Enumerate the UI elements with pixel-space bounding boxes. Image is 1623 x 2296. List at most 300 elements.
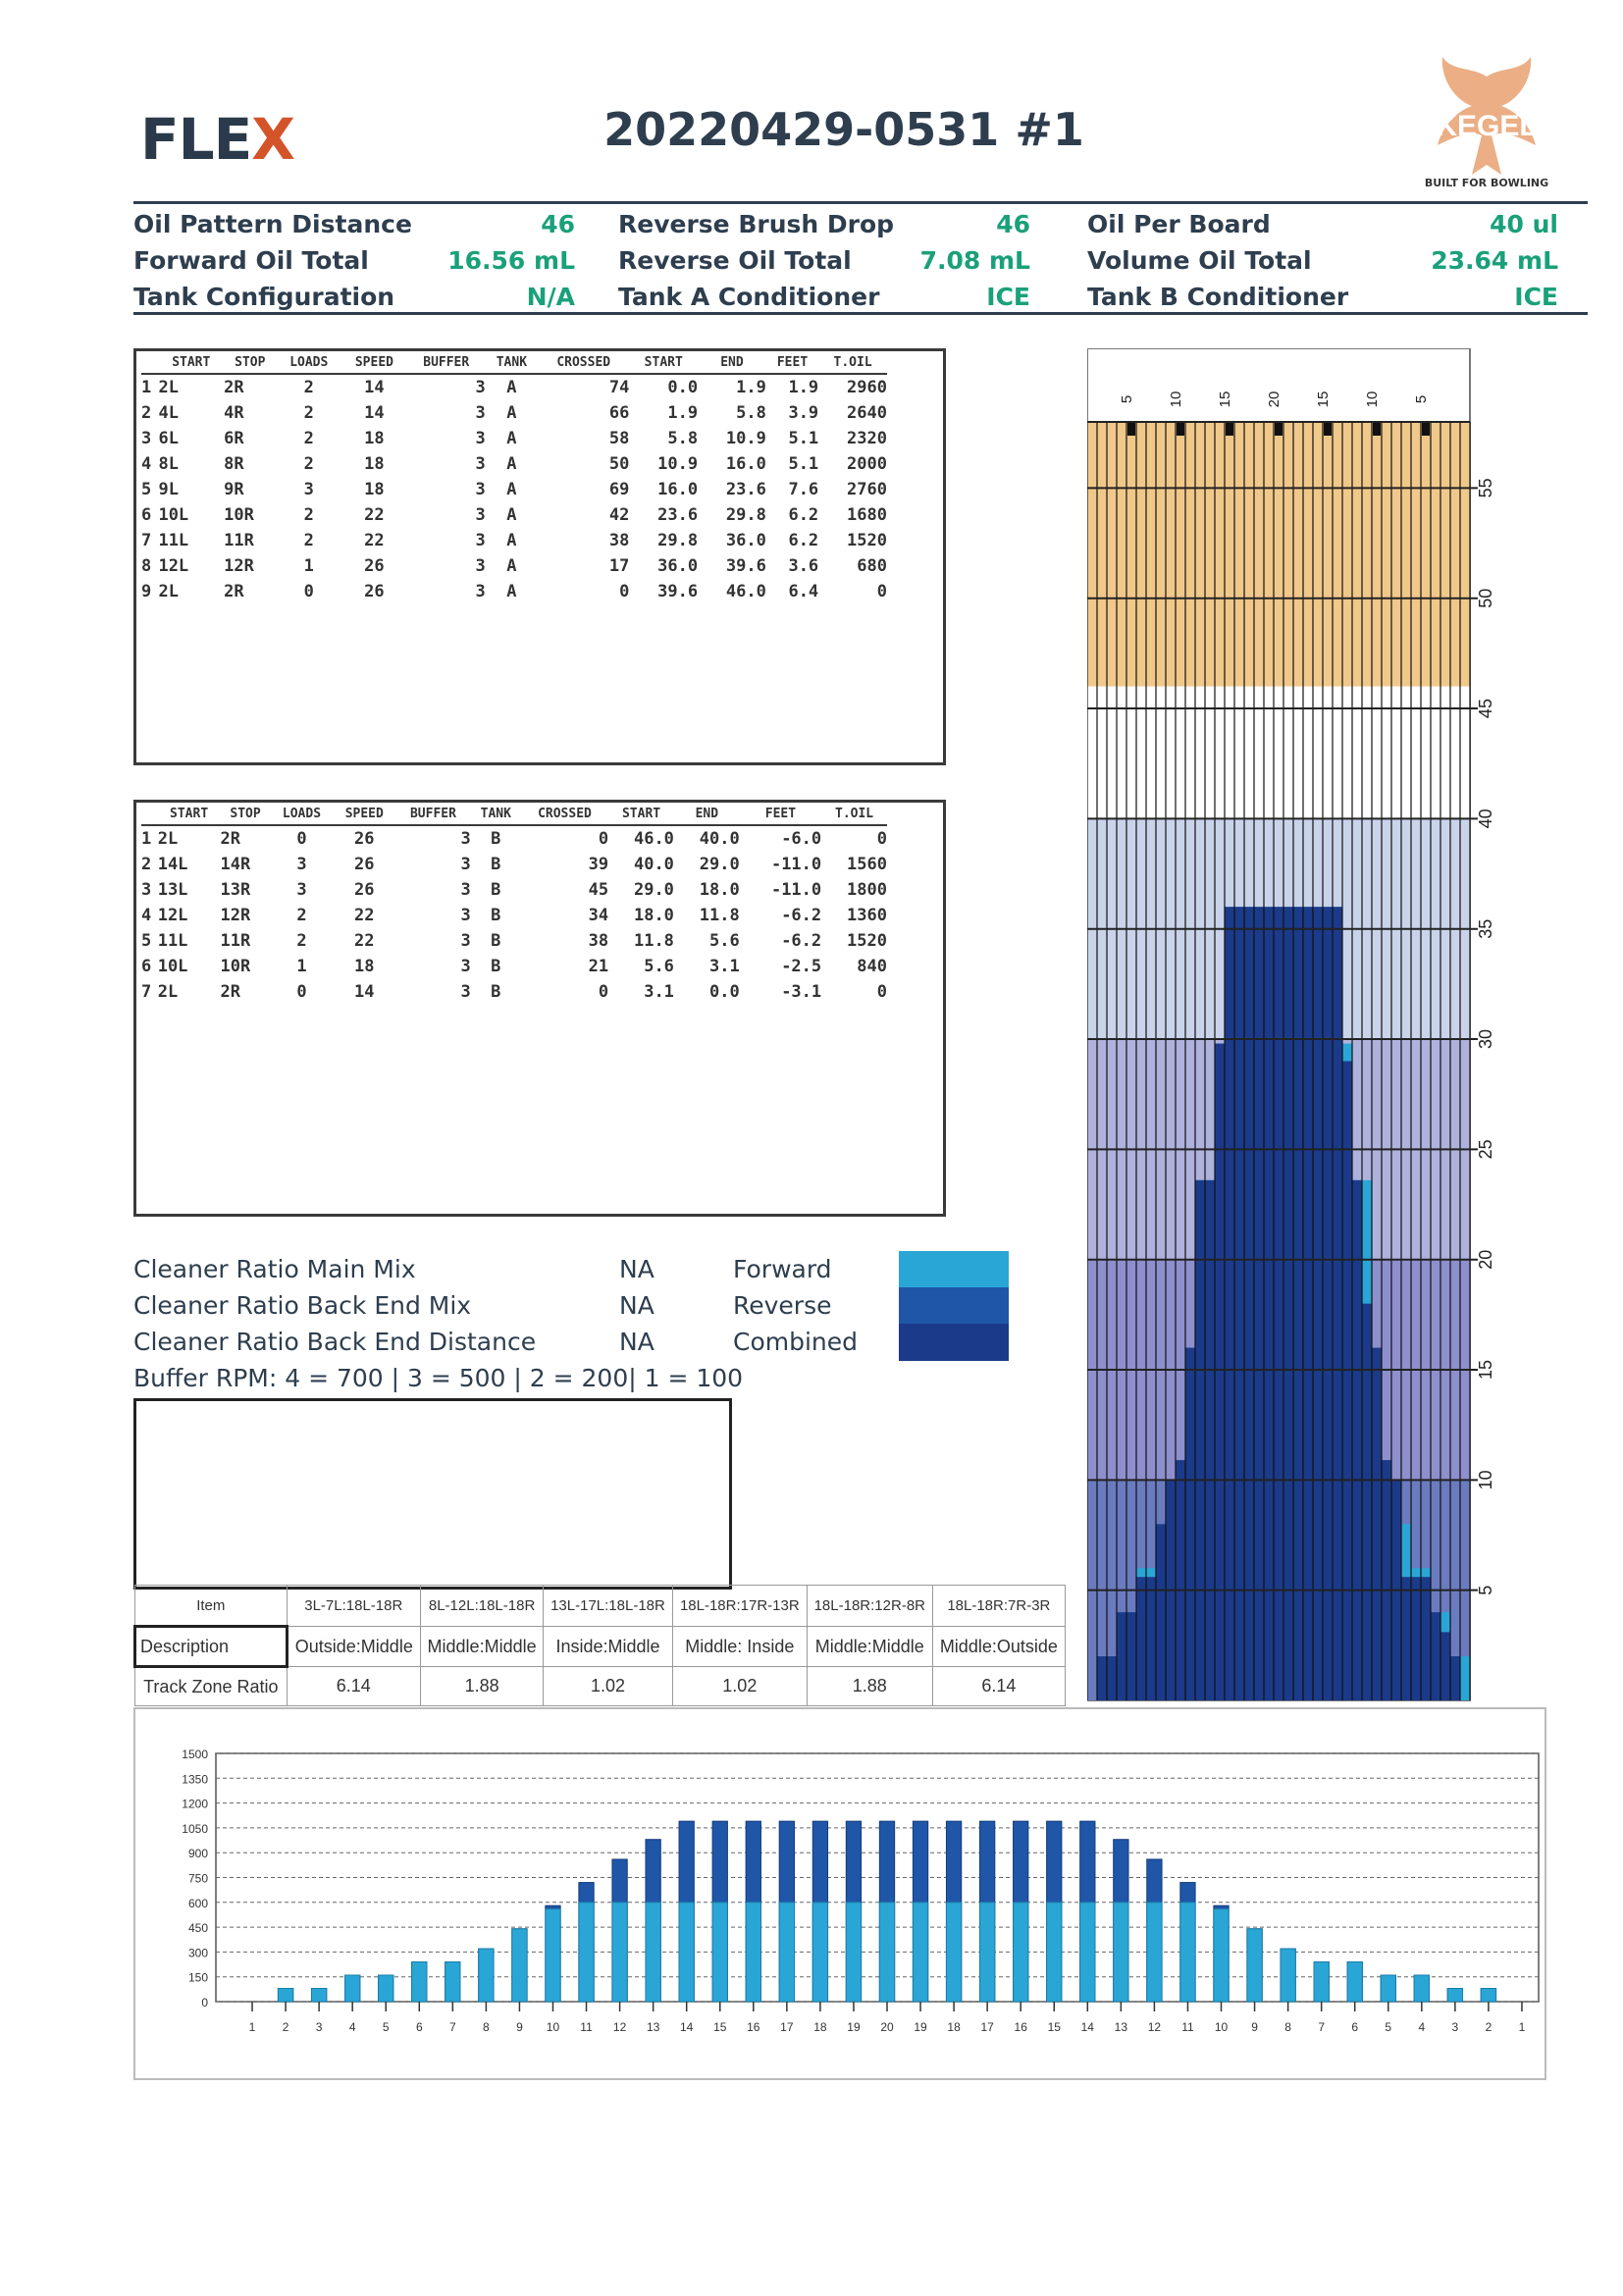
program-cell: 9 <box>141 582 152 601</box>
program-col-header: STOP <box>224 351 276 374</box>
kegel-logo <box>1413 57 1560 194</box>
track-zone-cell: 6.14 <box>932 1667 1065 1706</box>
summary-row <box>618 279 1030 315</box>
program-cell: 1 <box>141 829 152 849</box>
program-cell: 3 <box>141 429 152 448</box>
lane-board-label: 15 <box>1315 391 1332 408</box>
program-cell: A <box>506 454 517 474</box>
notes-box <box>133 1398 732 1590</box>
lane-target-arrow <box>1177 422 1184 436</box>
bar-x-tick-label: 7 <box>1318 2020 1326 2034</box>
kegel-brand: KEGEL <box>1436 110 1538 142</box>
program-cell: 34 <box>588 906 609 925</box>
track-zone-cell: 1.88 <box>807 1667 932 1706</box>
lane-combined-oil <box>1244 907 1254 1700</box>
program-cell: 2L <box>158 582 179 601</box>
reverse-program-table <box>141 803 887 1005</box>
bar-x-tick-label: 19 <box>847 2020 861 2034</box>
program-cell: 3 <box>460 982 471 1002</box>
program-col-header: START <box>608 803 674 825</box>
program-cell: 0 <box>876 582 887 601</box>
program-cell: 0 <box>296 829 307 849</box>
program-cell: 2L <box>157 829 179 849</box>
bar-forward <box>1180 1903 1195 2002</box>
program-cell: A <box>506 378 517 397</box>
program-cell: 22 <box>364 531 385 550</box>
bar-y-tick-label: 1200 <box>182 1797 208 1811</box>
program-cell: 12R <box>220 906 251 925</box>
lane-combined-oil <box>1107 1656 1117 1700</box>
summary-row <box>618 206 1030 242</box>
program-cell: 38 <box>588 931 609 951</box>
lane-combined-oil <box>1274 907 1283 1700</box>
lane-combined-oil <box>1450 1656 1460 1700</box>
program-cell: -11.0 <box>770 855 822 874</box>
program-cell: 1800 <box>847 880 887 900</box>
bar-x-tick-label: 12 <box>1147 2020 1162 2034</box>
track-zone-cell: Middle:Middle <box>420 1627 543 1667</box>
bar-x-tick-label: 1 <box>1518 2020 1526 2034</box>
lane-combined-oil <box>1382 1460 1391 1700</box>
program-cell: 10.9 <box>725 429 766 448</box>
program-cell: 2 <box>141 403 152 423</box>
lane-distance-label: 55 <box>1476 478 1495 498</box>
summary-label: Reverse Oil Total <box>618 246 852 275</box>
program-row <box>141 928 887 954</box>
lane-distance-label: 20 <box>1476 1249 1495 1270</box>
program-col-header: START <box>629 351 698 374</box>
bar-forward <box>311 1989 326 2002</box>
program-col-header: STOP <box>221 803 271 825</box>
lane-target-arrow <box>1226 422 1233 436</box>
program-row <box>141 877 887 903</box>
program-row <box>141 374 887 400</box>
bar-forward <box>879 1903 894 2002</box>
program-row <box>141 903 887 928</box>
program-cell: 6 <box>141 505 152 525</box>
program-col-header: BUFFER <box>395 803 471 825</box>
bar-x-tick-label: 10 <box>546 2020 560 2034</box>
lane-target-arrow <box>1373 422 1381 436</box>
bar-x-tick-label: 6 <box>1351 2020 1359 2034</box>
program-cell: 3 <box>475 505 486 525</box>
program-cell: 2760 <box>847 480 887 499</box>
program-cell: -2.5 <box>781 957 822 976</box>
program-cell: 3 <box>460 906 471 925</box>
program-cell: 11R <box>224 531 254 550</box>
program-cell: 6.4 <box>788 582 819 601</box>
program-cell: A <box>506 403 517 423</box>
legend-swatch-combined <box>899 1324 1009 1361</box>
program-cell: 23.6 <box>725 480 766 499</box>
bar-forward <box>779 1903 794 2002</box>
program-cell: 3.1 <box>644 982 674 1002</box>
lane-distance-label: 30 <box>1476 1029 1495 1050</box>
program-cell: 1680 <box>847 505 887 525</box>
program-cell: B <box>491 829 501 849</box>
program-cell: 12R <box>224 556 254 576</box>
program-cell: 50 <box>608 454 630 474</box>
bar-x-tick-label: 4 <box>348 2020 356 2034</box>
lane-board-label: 10 <box>1168 391 1184 408</box>
program-cell: 18 <box>354 957 375 976</box>
bar-forward <box>1347 1962 1362 2002</box>
program-row <box>141 477 887 502</box>
bar-forward <box>379 1975 393 2002</box>
program-cell: 8 <box>141 556 152 576</box>
cleaner-value: NA <box>619 1255 654 1283</box>
program-cell: 4R <box>224 403 244 423</box>
bar-x-tick-label: 4 <box>1418 2020 1426 2034</box>
program-cell: 11R <box>220 931 251 951</box>
summary-row <box>133 206 575 242</box>
board-oil-bar-chart <box>133 1707 1546 2080</box>
bar-x-tick-label: 1 <box>248 2020 256 2034</box>
lane-combined-oil <box>1195 1180 1205 1700</box>
program-cell: 2L <box>157 982 179 1002</box>
program-cell: 10L <box>157 957 188 976</box>
program-row <box>141 400 887 426</box>
bar-x-tick-label: 5 <box>1385 2020 1392 2034</box>
program-cell: 11.8 <box>633 931 674 951</box>
program-cell: 3 <box>460 829 471 849</box>
program-cell: 18 <box>364 480 385 499</box>
program-cell: 0 <box>303 582 314 601</box>
bar-forward <box>812 1903 827 2002</box>
program-row <box>141 979 887 1005</box>
bar-x-tick-label: 9 <box>1251 2020 1258 2034</box>
program-cell: 14R <box>220 855 251 874</box>
program-cell: 2R <box>220 982 240 1002</box>
program-cell: 6 <box>141 957 152 976</box>
lane-combined-oil <box>1293 907 1303 1700</box>
program-cell: 29.8 <box>725 505 766 525</box>
bar-forward <box>1080 1903 1095 2002</box>
lane-combined-oil <box>1146 1577 1156 1700</box>
program-col-header: FEET <box>766 351 818 374</box>
bar-forward <box>1447 1989 1462 2002</box>
lane-combined-oil <box>1323 907 1333 1700</box>
program-col-header: START <box>158 803 221 825</box>
bar-x-tick-label: 18 <box>947 2020 961 2034</box>
kegel-tagline: BUILT FOR BOWLING <box>1424 177 1549 189</box>
track-zone-cell: 6.14 <box>287 1667 420 1706</box>
program-cell: 3.9 <box>788 403 819 423</box>
legend-swatch-reverse <box>899 1287 1009 1324</box>
bar-x-tick-label: 14 <box>680 2020 694 2034</box>
summary-rule <box>133 312 1588 315</box>
program-cell: 1 <box>296 957 307 976</box>
program-cell: 2 <box>303 429 314 448</box>
summary-label: Oil Pattern Distance <box>133 210 412 238</box>
program-cell: 38 <box>608 531 630 550</box>
lane-band-dry <box>1087 422 1470 687</box>
lane-distance-label: 45 <box>1476 699 1495 719</box>
program-cell: A <box>506 429 517 448</box>
track-zone-section <box>133 1585 1066 1706</box>
program-cell: 3 <box>475 531 486 550</box>
lane-distance-label: 40 <box>1476 809 1495 829</box>
program-row <box>141 502 887 528</box>
program-cell: 2 <box>296 931 307 951</box>
program-cell: 69 <box>608 480 630 499</box>
track-zone-cell: Description <box>135 1627 288 1667</box>
bar-y-tick-label: 0 <box>201 1996 208 2009</box>
bar-forward <box>612 1903 627 2002</box>
summary-label: Tank A Conditioner <box>618 283 880 311</box>
program-cell: 1 <box>303 556 314 576</box>
bar-y-tick-label: 1050 <box>182 1821 208 1836</box>
program-cell: 0 <box>598 829 609 849</box>
program-cell: 39 <box>588 855 609 874</box>
summary-label: Reverse Brush Drop <box>618 210 895 238</box>
program-cell: 13L <box>157 880 188 900</box>
bar-x-tick-label: 8 <box>483 2020 490 2034</box>
bar-x-tick-label: 17 <box>780 2020 794 2034</box>
summary-row <box>618 242 1030 279</box>
track-zone-cell: 13L-17L:18L-18R <box>544 1586 673 1627</box>
program-cell: 10.9 <box>657 454 699 474</box>
bar-y-tick-label: 750 <box>187 1871 208 1886</box>
program-col-header: T.OIL <box>821 803 887 825</box>
program-cell: 26 <box>364 582 385 601</box>
bar-x-tick-label: 15 <box>1047 2020 1061 2034</box>
lane-distance-label: 25 <box>1476 1139 1495 1160</box>
program-col-header: LOADS <box>276 351 341 374</box>
track-zone-cell: Track Zone Ratio <box>135 1667 288 1706</box>
summary-row <box>1087 242 1558 279</box>
program-cell: 2 <box>296 906 307 925</box>
bar-x-tick-label: 10 <box>1214 2020 1229 2034</box>
legend-swatches <box>899 1251 1009 1361</box>
bar-x-tick-label: 6 <box>415 2020 423 2034</box>
bar-x-tick-label: 2 <box>282 2020 289 2034</box>
program-cell: 6L <box>158 429 179 448</box>
program-cell: 3 <box>296 855 307 874</box>
program-cell: 66 <box>608 403 630 423</box>
program-cell: 39.6 <box>725 556 766 576</box>
document-title: 20220429-0531 #1 <box>603 103 1084 156</box>
program-cell: A <box>506 531 517 550</box>
program-cell: 0 <box>876 829 887 849</box>
track-zone-cell: Middle: Inside <box>672 1627 807 1667</box>
program-cell: 1520 <box>847 931 887 951</box>
program-row <box>141 528 887 553</box>
bar-x-tick-label: 14 <box>1080 2020 1094 2034</box>
lane-band-white <box>1087 687 1470 819</box>
lane-combined-oil <box>1215 1044 1225 1700</box>
program-cell: 36.0 <box>725 531 766 550</box>
lane-combined-oil <box>1303 907 1313 1700</box>
buffer-rpm: Buffer RPM: 4 = 700 | 3 = 500 | 2 = 200| 1 = 100 <box>133 1364 744 1392</box>
lane-combined-oil <box>1440 1632 1450 1700</box>
track-zone-cell: 1.02 <box>672 1667 807 1706</box>
bar-forward <box>1114 1903 1128 2002</box>
lane-combined-oil <box>1421 1577 1431 1700</box>
program-cell: 4L <box>158 403 179 423</box>
bar-x-tick-label: 2 <box>1485 2020 1492 2034</box>
lane-combined-oil <box>1176 1460 1185 1700</box>
program-cell: 3 <box>141 880 152 900</box>
program-cell: 14L <box>157 855 188 874</box>
program-col-header: LOADS <box>271 803 334 825</box>
program-cell: 5.1 <box>788 429 819 448</box>
program-cell: 1.9 <box>736 378 766 397</box>
track-zone-cell: Middle:Outside <box>932 1627 1065 1667</box>
bar-forward <box>913 1903 927 2002</box>
program-cell: 22 <box>364 505 385 525</box>
program-row <box>141 954 887 979</box>
program-col-header <box>141 803 158 825</box>
program-col-header: TANK <box>471 803 521 825</box>
bar-x-tick-label: 5 <box>382 2020 390 2034</box>
legend-label-forward: Forward <box>733 1255 832 1283</box>
lane-combined-oil <box>1401 1577 1411 1700</box>
program-cell: 1 <box>141 378 152 397</box>
program-cell: A <box>506 582 517 601</box>
bar-forward <box>1281 1949 1295 2002</box>
bar-x-tick-label: 3 <box>1451 2020 1459 2034</box>
program-cell: 5 <box>141 931 152 951</box>
bar-forward <box>412 1962 427 2002</box>
program-cell: 39.6 <box>657 582 699 601</box>
bar-y-tick-label: 150 <box>187 1970 208 1985</box>
bar-x-tick-label: 16 <box>1014 2020 1027 2034</box>
program-cell: 22 <box>354 931 375 951</box>
program-cell: 4 <box>141 454 152 474</box>
program-cell: A <box>506 505 517 525</box>
summary-value: 23.64 mL <box>1431 246 1558 275</box>
program-col-header: SPEED <box>341 351 407 374</box>
program-cell: 46.0 <box>633 829 674 849</box>
program-cell: 3 <box>475 480 486 499</box>
lane-oil-graph <box>1087 348 1529 1702</box>
reverse-program-header <box>141 803 887 825</box>
lane-board-label: 10 <box>1364 391 1381 408</box>
lane-distance-label: 50 <box>1476 588 1495 608</box>
lane-distance-label: 10 <box>1476 1470 1495 1490</box>
lane-combined-oil <box>1097 1656 1107 1700</box>
lane-combined-oil <box>1136 1577 1146 1700</box>
program-cell: 3 <box>303 480 314 499</box>
program-cell: 3 <box>296 880 307 900</box>
flex-logo <box>140 106 337 173</box>
track-zone-cell: 18L-18R:12R-8R <box>807 1586 932 1627</box>
bar-forward <box>445 1962 460 2002</box>
program-cell: 5.6 <box>644 957 674 976</box>
summary-row <box>1087 279 1558 315</box>
program-row <box>141 579 887 604</box>
summary-value: ICE <box>986 283 1030 311</box>
cleaner-label: Cleaner Ratio Back End Mix <box>133 1291 472 1320</box>
bar-forward <box>1014 1903 1028 2002</box>
forward-program-header <box>141 351 887 374</box>
bar-forward <box>546 1909 560 2002</box>
program-cell: B <box>491 982 501 1002</box>
bar-forward <box>512 1929 527 2002</box>
program-cell: 0 <box>876 982 887 1002</box>
lane-combined-oil <box>1234 907 1244 1700</box>
program-cell: 8L <box>158 454 179 474</box>
lane-combined-oil <box>1313 907 1323 1700</box>
summary-value: 46 <box>996 210 1030 238</box>
bar-x-tick-label: 17 <box>980 2020 994 2034</box>
program-cell: 2320 <box>847 429 887 448</box>
lane-forward-oil <box>1460 1656 1470 1700</box>
lane-target-arrow <box>1275 422 1283 436</box>
program-col-header: TANK <box>486 351 538 374</box>
program-cell: 5 <box>141 480 152 499</box>
program-col-header: END <box>698 351 766 374</box>
program-cell: 2 <box>303 454 314 474</box>
lane-distance-label: 5 <box>1476 1585 1495 1595</box>
program-col-header: SPEED <box>333 803 395 825</box>
program-cell: 40.0 <box>699 829 740 849</box>
bar-forward <box>278 1989 292 2002</box>
program-cell: 10L <box>158 505 189 525</box>
lane-combined-oil <box>1411 1577 1421 1700</box>
program-cell: 1560 <box>847 855 887 874</box>
program-cell: 40.0 <box>633 855 674 874</box>
bar-forward <box>679 1903 694 2002</box>
program-cell: 9R <box>224 480 244 499</box>
program-cell: 14 <box>364 403 385 423</box>
lane-combined-oil <box>1126 1612 1136 1700</box>
program-cell: 13R <box>220 880 251 900</box>
legend-label-reverse: Reverse <box>733 1291 832 1320</box>
lane-combined-oil <box>1156 1524 1166 1700</box>
summary-row <box>133 242 575 279</box>
bar-x-tick-label: 15 <box>713 2020 727 2034</box>
logo-text: FLE <box>140 106 252 173</box>
program-cell: 29.8 <box>657 531 699 550</box>
program-cell: 2 <box>303 403 314 423</box>
track-zone-table <box>133 1585 1066 1706</box>
bar-x-tick-label: 7 <box>448 2020 456 2034</box>
forward-program-box <box>133 348 946 765</box>
summary-value: ICE <box>1514 283 1558 311</box>
program-cell: 680 <box>857 556 887 576</box>
summary-label: Oil Per Board <box>1087 210 1271 238</box>
track-zone-cell: Item <box>135 1586 288 1627</box>
program-cell: 45 <box>588 880 609 900</box>
program-cell: 11L <box>158 531 189 550</box>
bar-y-tick-label: 900 <box>187 1847 208 1861</box>
track-zone-cell: Outside:Middle <box>287 1627 420 1667</box>
program-cell: 2R <box>224 378 244 397</box>
lane-combined-oil <box>1283 907 1293 1700</box>
bar-x-tick-label: 3 <box>315 2020 323 2034</box>
program-cell: -11.0 <box>770 880 822 900</box>
lane-target-arrow <box>1324 422 1332 436</box>
bar-forward <box>1214 1909 1229 2002</box>
bar-forward <box>1481 1989 1495 2002</box>
program-cell: 2 <box>141 855 152 874</box>
bar-forward <box>746 1903 760 2002</box>
program-cell: 10R <box>220 957 251 976</box>
program-cell: 18.0 <box>699 880 740 900</box>
program-cell: 2 <box>303 505 314 525</box>
program-cell: 2R <box>224 582 244 601</box>
lane-board-label: 5 <box>1119 394 1135 404</box>
summary-row <box>133 279 575 315</box>
program-cell: 23.6 <box>657 505 699 525</box>
track-zone-cell: 3L-7L:18L-18R <box>287 1586 420 1627</box>
program-col-header <box>141 351 158 374</box>
program-cell: 17 <box>608 556 630 576</box>
program-cell: 26 <box>364 556 385 576</box>
program-cell: 3 <box>475 582 486 601</box>
